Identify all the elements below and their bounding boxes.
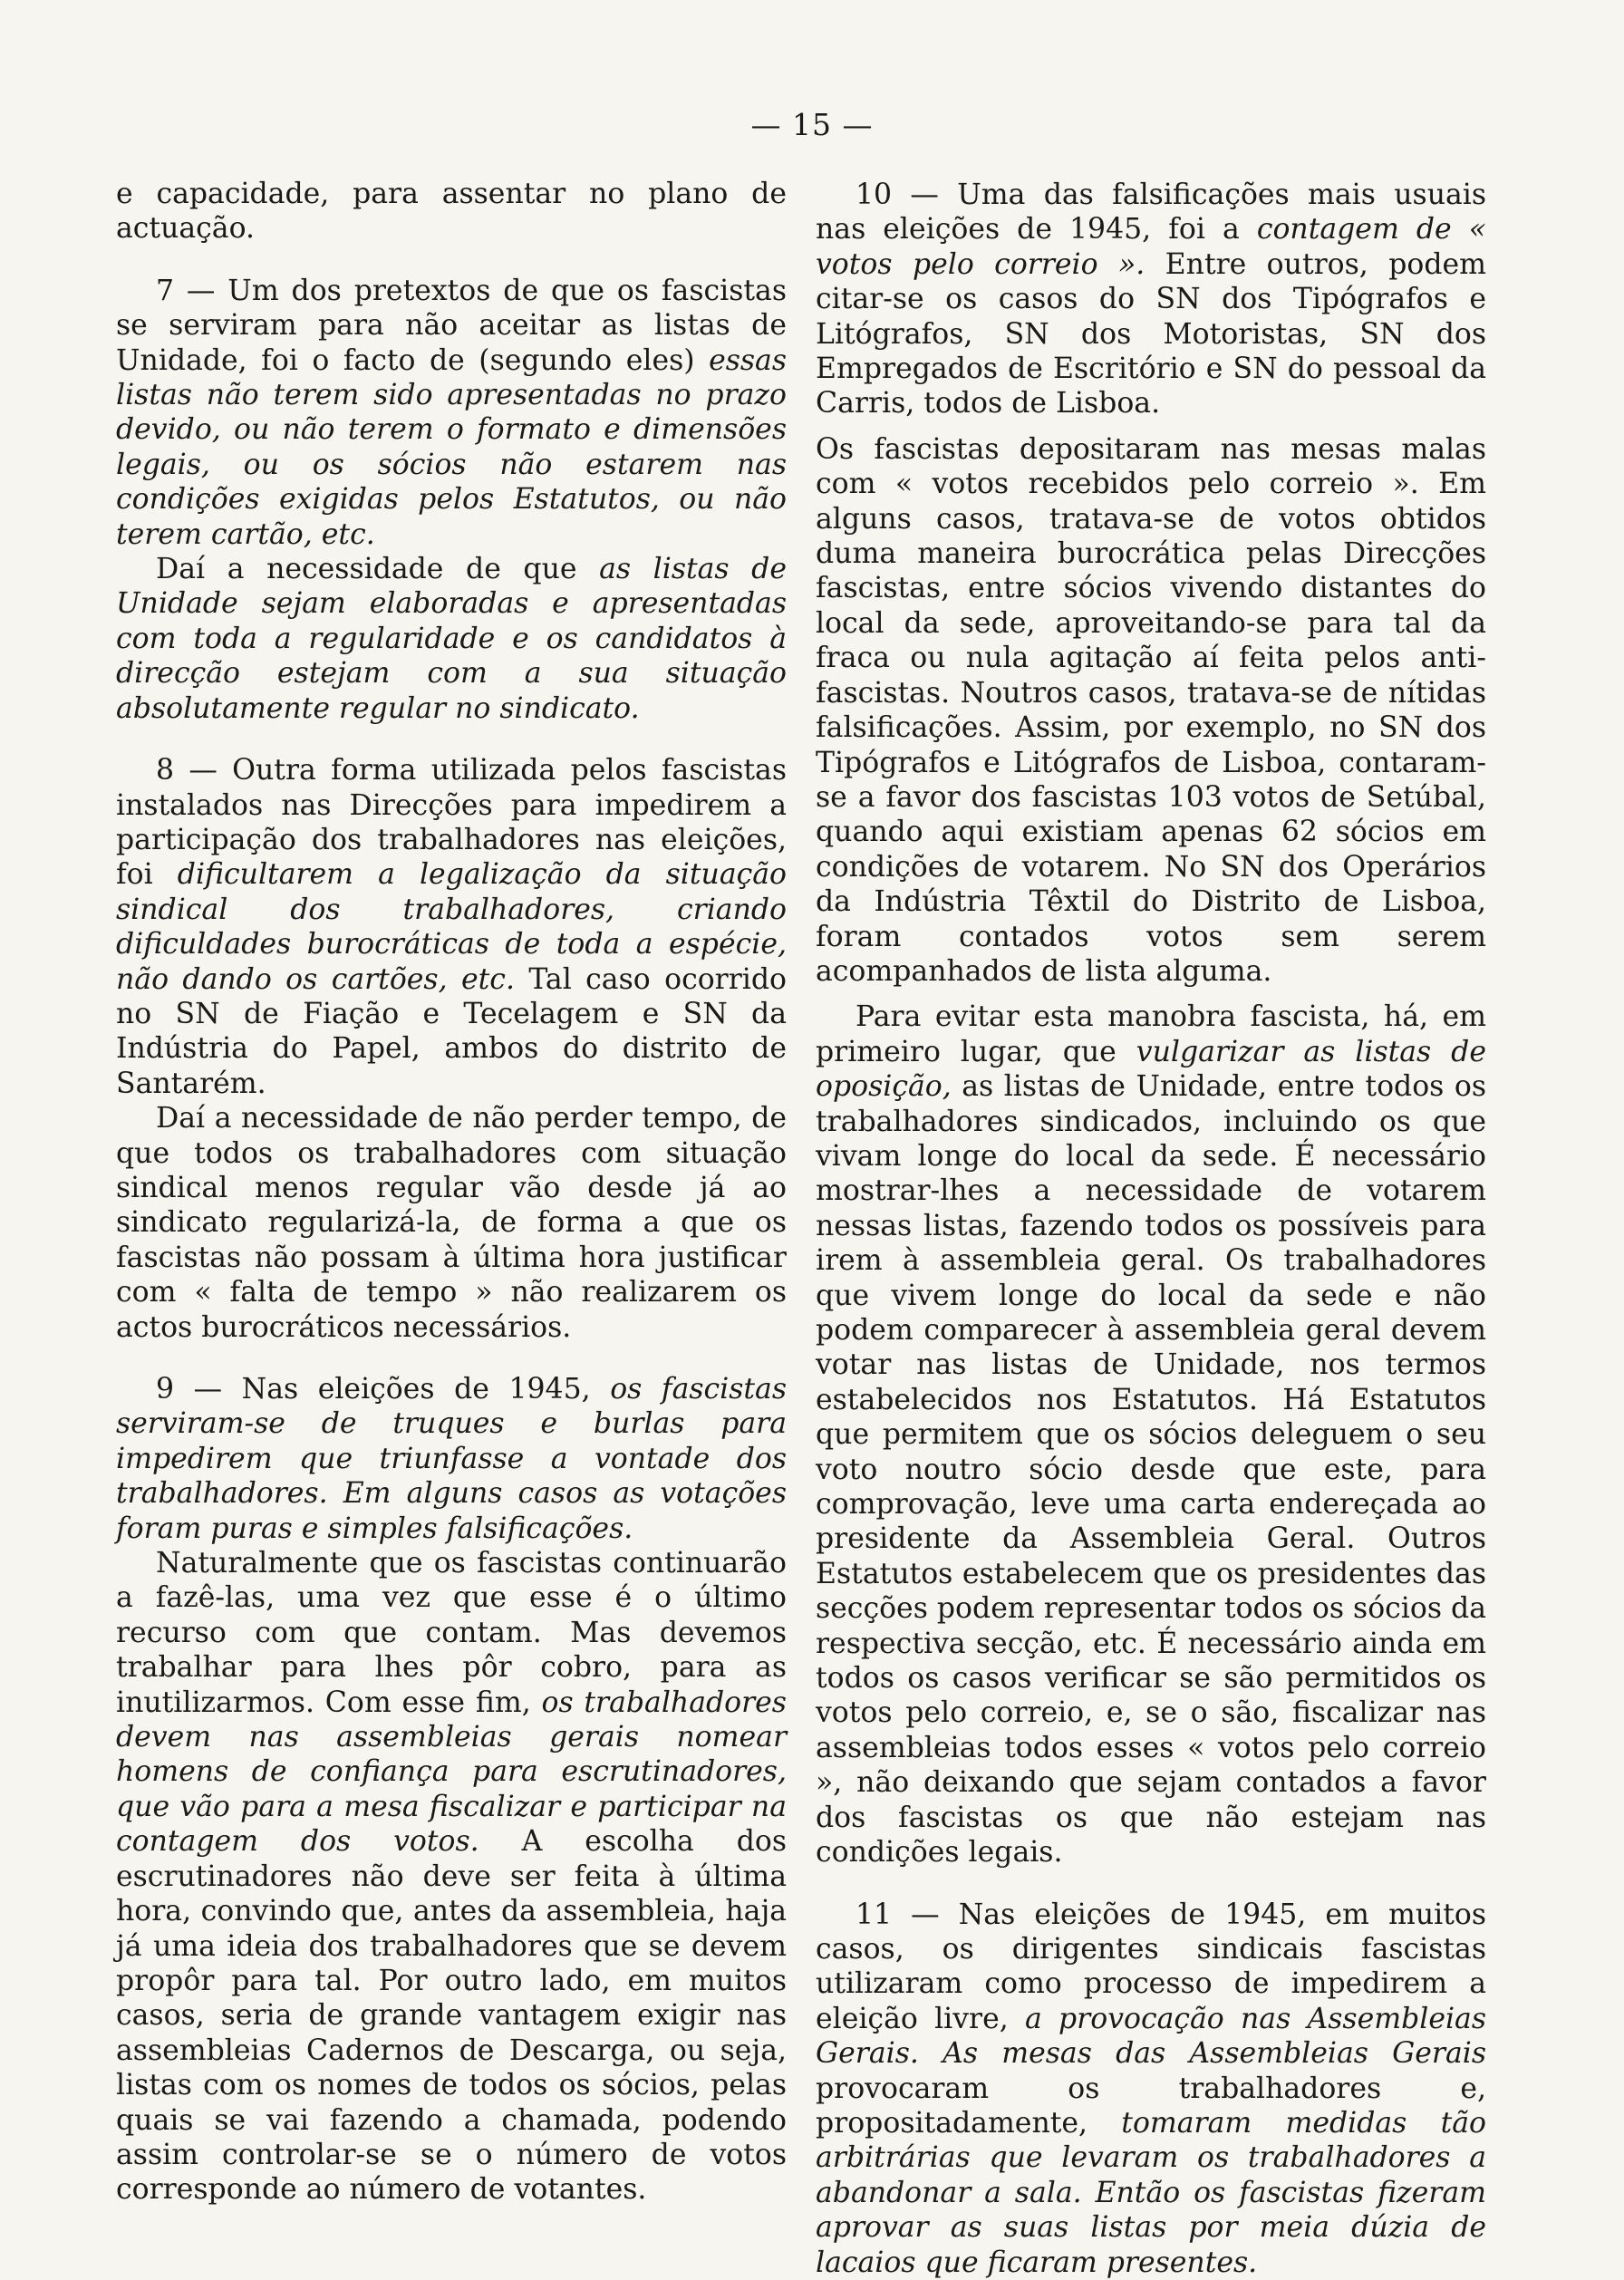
page-number: — 15 — [750, 107, 874, 142]
section-9-followup-emphasis: os trabalhadores devem nas assembleias gerais nomear homens de confiança para escrutinadores, que vão para a mesa fiscalizar e participar na contagem dos votos. [116, 1686, 787, 1859]
section-8-text: 8 — Outra forma utilizada pelos fascistas instalados nas Direcções para impedirem a participação dos trabalhadores nas eleições, foi [116, 754, 787, 892]
section-10-tail: Entre outros, podem citar-se os casos do SN dos Tipógrafos e Litógrafos, SN dos Motoristas, SN dos Empregados de Escritório e SN do pessoal da Carris, todos de Lisboa. [816, 247, 1486, 420]
section-7-followup-paragraph [116, 552, 787, 726]
section-10-remedy-emphasis: vulgarizar as listas de oposição, [816, 1035, 1486, 1104]
section-8-emphasis: dificultarem a legalização da situação sindical dos trabalhadores, criando dificuldades burocráticas de toda a espécie, não dando os cartões, etc. [116, 858, 787, 996]
section-10-text: 10 — Uma das falsificações mais usuais nas eleições de 1945, foi a [816, 179, 1486, 246]
intro-paragraph: e capacidade, para assentar no plano de actuação. [116, 178, 787, 246]
section-11-paragraph [816, 1898, 1486, 2280]
section-10-remedy-text: Para evitar esta manobra fascista, há, em primeiro lugar, que [816, 1000, 1486, 1068]
section-9-followup-tail: A escolha dos escrutinadores não deve ser feita à última hora, convindo que, antes da assembleia, haja já uma ideia dos trabalhadores que se devem propôr para tal. Por outro lado, em muitos casos, seria de grande vantagem exigir nas assembleias Cadernos de Descarga, ou seja, listas com os nomes de todos os sócios, pelas quais se vai fazendo a chamada, podendo assim controlar-se se o número de votos corresponde ao número de votantes. [116, 1825, 788, 2207]
section-7-text: 7 — Um dos pretextos de que os fascistas se serviram para não aceitar as listas de Unidade, foi o facto de (segundo eles) [116, 274, 787, 377]
section-10-remedy-tail: as listas de Unidade, entre todos os trabalhadores sindicados, incluindo os que vivam longe do local da sede. É necessário mostrar-lhes a necessidade de votarem nessas listas, fazendo todos os possíveis para irem à assembleia geral. Os trabalhadores que vivem longe do local da sede e não podem comparecer à assembleia geral devem votar nas listas de Unidade, nos termos estabelecidos nos Estatutos. Há Estatutos que permitem que os sócios deleguem o seu voto noutro sócio desde que este, para comprovação, leve uma carta endereçada ao presidente da Assembleia Geral. Outros Estatutos estabelecem que os presidentes das secções podem representar todos os sócios da respectiva secção, etc. É necessário ainda em todos os casos verificar se são permitidos os votos pelo correio, e, se o são, fiscalizar nas assembleias todos esses « votos pelo correio », não deixando que sejam contados a favor dos fascistas os que não estejam nas condições legais. [816, 1070, 1486, 1869]
section-11-emphasis-2: tomaram medidas tão arbitrárias que levaram os trabalhadores a abandonar a sala. Então os fascistas fizeram aprovar as suas listas por meia dúzia de lacaios que ficaram presentes. [816, 2106, 1486, 2279]
section-8-tail: Tal caso ocorrido no SN de Fiação e Tecelagem e SN da Indústria do Papel, ambos do distrito de Santarém. [116, 962, 788, 1100]
section-9-emphasis: os fascistas serviram-se de truques e burlas para impedirem que triunfasse a vontade dos trabalhadores. Em alguns casos as votações foram puras e simples falsificações. [116, 1373, 787, 1545]
section-9-paragraph [116, 1372, 787, 1546]
section-10-emphasis: contagem de « votos pelo correio ». [816, 213, 1486, 281]
section-11-text: 11 — Nas eleições de 1945, em muitos casos, os dirigentes sindicais fascistas utilizaram como processo de impedirem a eleição livre, [816, 1898, 1486, 2035]
section-11-mid: provocaram os trabalhadores e, propositadamente, [816, 2072, 1486, 2140]
section-8-paragraph [116, 753, 787, 1101]
section-11-emphasis-1: a provocação nas Assembleias Gerais. As mesas das Assembleias Gerais [816, 2002, 1486, 2071]
left-column [116, 177, 787, 2208]
section-7-paragraph [116, 274, 787, 552]
section-7-followup-emphasis: as listas de Unidade sejam elaboradas e apresentadas com toda a regularidade e os candidatos à direcção estejam com a sua situação absolutamente regular no sindicato. [116, 553, 787, 725]
section-10-paragraph [816, 178, 1486, 421]
section-9-followup-paragraph [116, 1546, 787, 2208]
section-9-followup-text: Naturalmente que os fascistas continuarão a fazê-las, uma vez que esse é o último recurso com que contam. Mas devemos trabalhar para lhes pôr cobro, para as inutilizarmos. Com esse fim, [116, 1547, 787, 1719]
right-column [816, 178, 1486, 2280]
section-10-followup-paragraph: Os fascistas depositaram nas mesas malas com « votos recebidos pelo correio ». Em alguns casos, tratava-se de votos obtidos duma maneira burocrática pelas Direcções fascistas, entre sócios vivendo distantes do local da sede, aproveitando-se para tal da fraca ou nula agitação aí feita pelos anti-fascistas. Noutros casos, tratava-se de nítidas falsificações. Assim, por exemplo, no SN dos Tipógrafos e Litógrafos de Lisboa, contaram-se a favor dos fascistas 103 votos de Setúbal, quando aqui existiam apenas 62 sócios em condições de votarem. No SN dos Operários da Indústria Têxtil do Distrito de Lisboa, foram contados votos sem serem acompanhados de lista alguma. [816, 432, 1486, 988]
section-9-text: 9 — Nas eleições de 1945, [156, 1373, 611, 1406]
section-10-remedy-paragraph [816, 1000, 1486, 1869]
section-7-followup-text: Daí a necessidade de que [156, 553, 600, 586]
section-7-emphasis: essas listas não terem sido apresentadas no prazo devido, ou não terem o formato e dimensões legais, ou os sócios não estarem nas condições exigidas pelos Estatutos, ou não terem cartão, etc. [116, 343, 787, 551]
section-8-followup-paragraph: Daí a necessidade de não perder tempo, de que todos os trabalhadores com situação sindical menos regular vão desde já ao sindicato regularizá-la, de forma a que os fascistas não possam à última hora justificar com « falta de tempo » não realizarem os actos burocráticos necessários. [116, 1102, 787, 1344]
